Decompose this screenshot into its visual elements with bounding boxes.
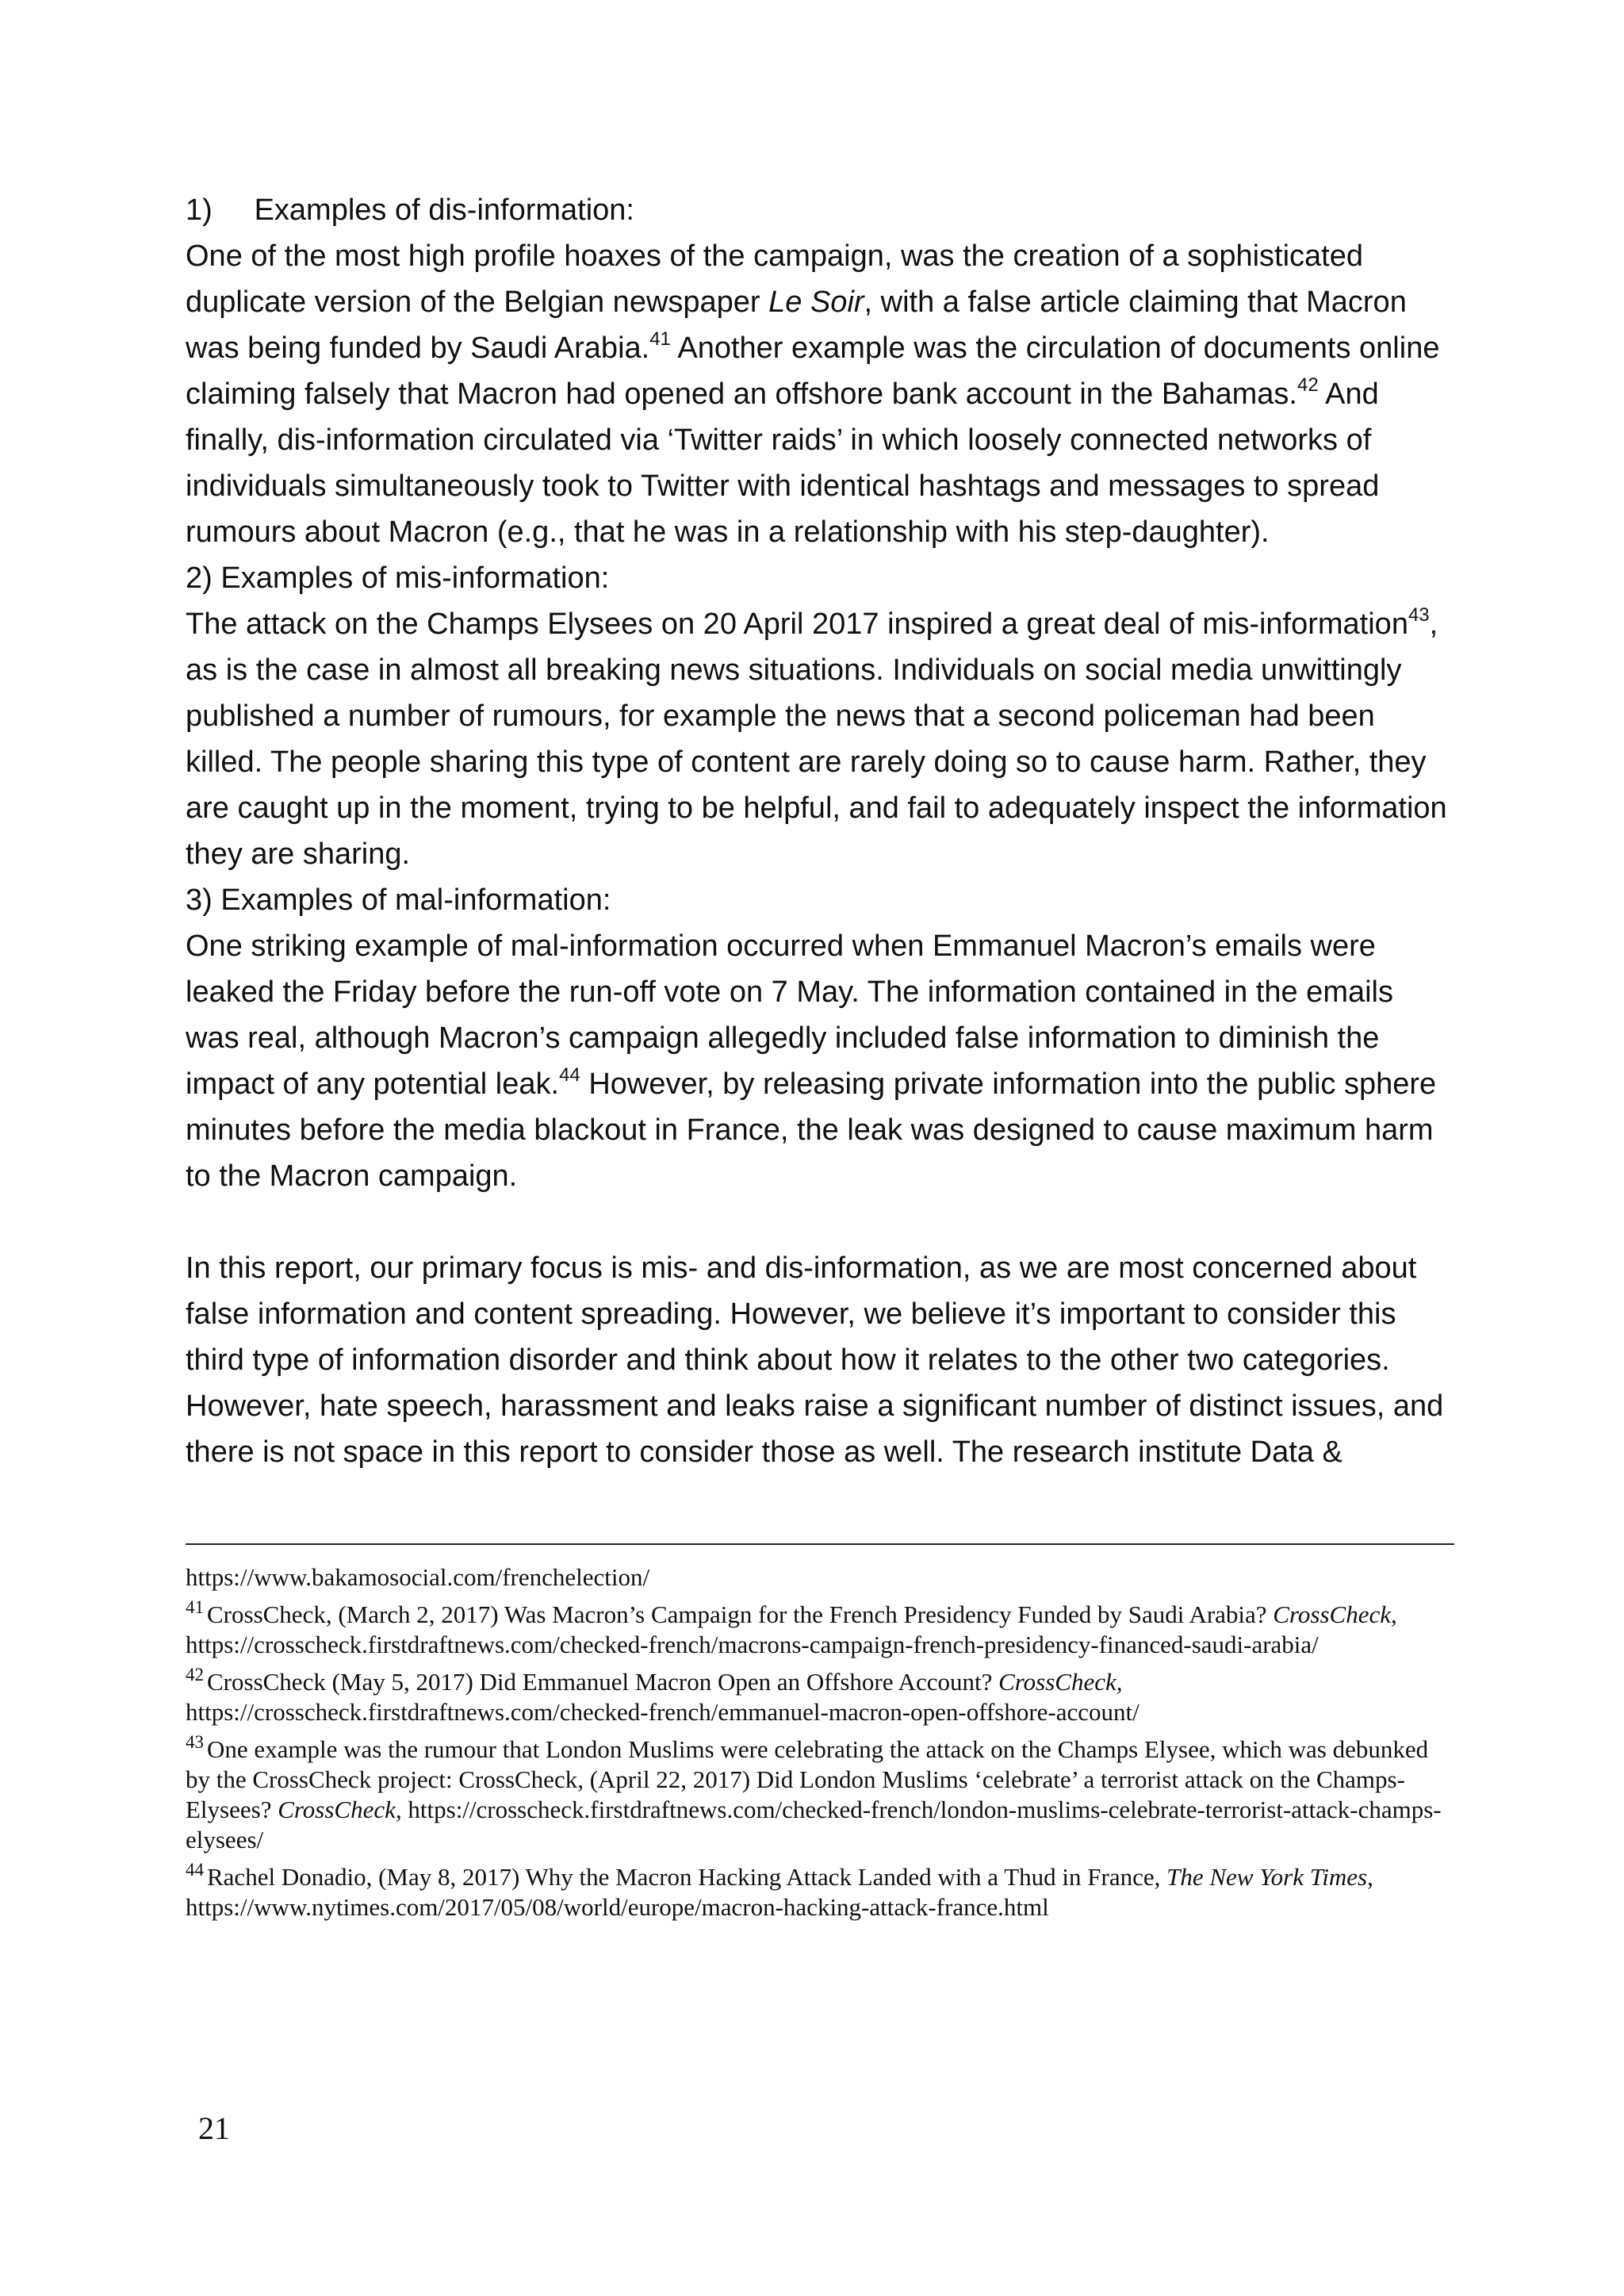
source-name: The New York Times xyxy=(1166,1863,1368,1891)
text-run: However, by releasing private information into the public sphere minutes before the media blackout in France, the leak was designed to cause maximum harm to the Macron campaign. xyxy=(186,1068,1437,1193)
footnote-number: 43 xyxy=(186,1732,204,1752)
footnote-continued[interactable]: https://www.bakamosocial.com/frenchelection/ xyxy=(186,1563,650,1591)
text-run: The attack on the Champs Elysees on 20 April 2017 inspired a great deal of mis-information xyxy=(186,608,1408,641)
footnote-link[interactable]: https://crosscheck.firstdraftnews.com/checked-french/emmanuel-macron-open-offshore-account/ xyxy=(186,1698,1139,1726)
footnote-43 xyxy=(186,1734,1454,1855)
heading-mal-information: 3) Examples of mal-information: xyxy=(186,884,611,917)
text-run: One of the most high profile hoaxes of the campaign, was the creation of a sophisticated duplicate version of the Belgian newspaper xyxy=(186,240,1363,319)
source-name: CrossCheck, xyxy=(998,1668,1123,1696)
footnote-link[interactable]: , https://www.nytimes.com/2017/05/08/world/europe/macron-hacking-attack-france.html xyxy=(186,1863,1373,1921)
page-number: 21 xyxy=(198,2110,230,2146)
paragraph-report-focus: In this report, our primary focus is mis- and dis-information, as we are most concerned about false information and content spreading. However, we believe it’s important to consider this third type of information disorder and think about how it relates to the other two categories. However, hate speech, harassment and leaks raise a significant number of distinct issues, and there is not space in this report to consider those as well. The research institute Data & xyxy=(186,1251,1444,1469)
text-run: One striking example of mal-information occurred when Emmanuel Macron’s emails were leaked the Friday before the run-off vote on 7 May. The information contained in the emails was real, although Macron’s campaign allegedly included false information to diminish the impact of any potential leak. xyxy=(186,930,1393,1101)
footnote-link[interactable]: , https://crosscheck.firstdraftnews.com/checked-french/macrons-campaign-french-presidency-financed-saudi-arabia/ xyxy=(186,1600,1397,1658)
text-run: Another example was the circulation of documents online claiming falsely that Macron had opened an offshore bank account in the Bahamas. xyxy=(186,332,1440,411)
footnote-42 xyxy=(186,1667,1454,1727)
footnote-ref-43[interactable]: 43 xyxy=(1408,604,1430,626)
paragraph-gap xyxy=(186,1199,1454,1245)
footnote-number: 41 xyxy=(186,1597,204,1617)
heading-dis-information: 1) Examples of dis-information: xyxy=(186,194,634,227)
footnote-41 xyxy=(186,1597,1454,1660)
footnote-44 xyxy=(186,1862,1454,1922)
footnote-separator xyxy=(186,1543,1454,1545)
text-run: And finally, dis-information circulated via ‘Twitter raids’ in which loosely connected networks of individuals simultaneously took to Twitter with identical hashtags and messages to spread rumours about Macron (e.g., that he was in a relationship with his step-daughter). xyxy=(186,378,1380,549)
footnote-text: CrossCheck, (March 2, 2017) Was Macron’s Campaign for the French Presidency Funded by Saudi Arabia? xyxy=(207,1600,1274,1628)
footnote-text: Rachel Donadio, (May 8, 2017) Why the Macron Hacking Attack Landed with a Thud in France, xyxy=(207,1863,1167,1891)
text-run: , with a false article claiming that Macron was being funded by Saudi Arabia. xyxy=(186,286,1407,365)
paragraph-mis-information xyxy=(186,601,1454,877)
paragraph-dis-information xyxy=(186,233,1454,555)
paragraph-mal-information xyxy=(186,923,1454,1199)
footnote-text: One example was the rumour that London Muslims were celebrating the attack on the Champs Elysee, which was debunked by the CrossCheck project: CrossCheck, (April 22, 2017) Did London Muslims ‘celebrate’ a terrorist attack on the Champs-Elysees? xyxy=(186,1735,1429,1823)
footnote-ref-44[interactable]: 44 xyxy=(559,1064,580,1086)
footnote-ref-41[interactable]: 41 xyxy=(649,328,671,350)
source-name: CrossCheck xyxy=(1273,1600,1391,1628)
footnote-ref-42[interactable]: 42 xyxy=(1297,374,1319,396)
footnote-link[interactable]: , https://crosscheck.firstdraftnews.com/checked-french/london-muslims-celebrate-terrorist-attack-champs-elysees/ xyxy=(186,1796,1442,1853)
source-name: CrossCheck xyxy=(278,1796,396,1823)
heading-mis-information: 2) Examples of mis-information: xyxy=(186,562,610,595)
footnote-text: CrossCheck (May 5, 2017) Did Emmanuel Macron Open an Offshore Account? xyxy=(207,1668,999,1696)
text-run: , as is the case in almost all breaking news situations. Individuals on social media unwittingly published a number of rumours, for example the news that a second policeman had been killed. The people sharing this type of content are rarely doing so to cause harm. Rather, they are caught up in the moment, trying to be helpful, and fail to adequately inspect the information they are sharing. xyxy=(186,608,1447,871)
newspaper-title: Le Soir xyxy=(768,286,864,319)
body-text xyxy=(186,187,1454,1475)
footnote-number: 44 xyxy=(186,1860,204,1880)
footnotes xyxy=(186,1543,1454,1930)
footnote-number: 42 xyxy=(186,1665,204,1685)
